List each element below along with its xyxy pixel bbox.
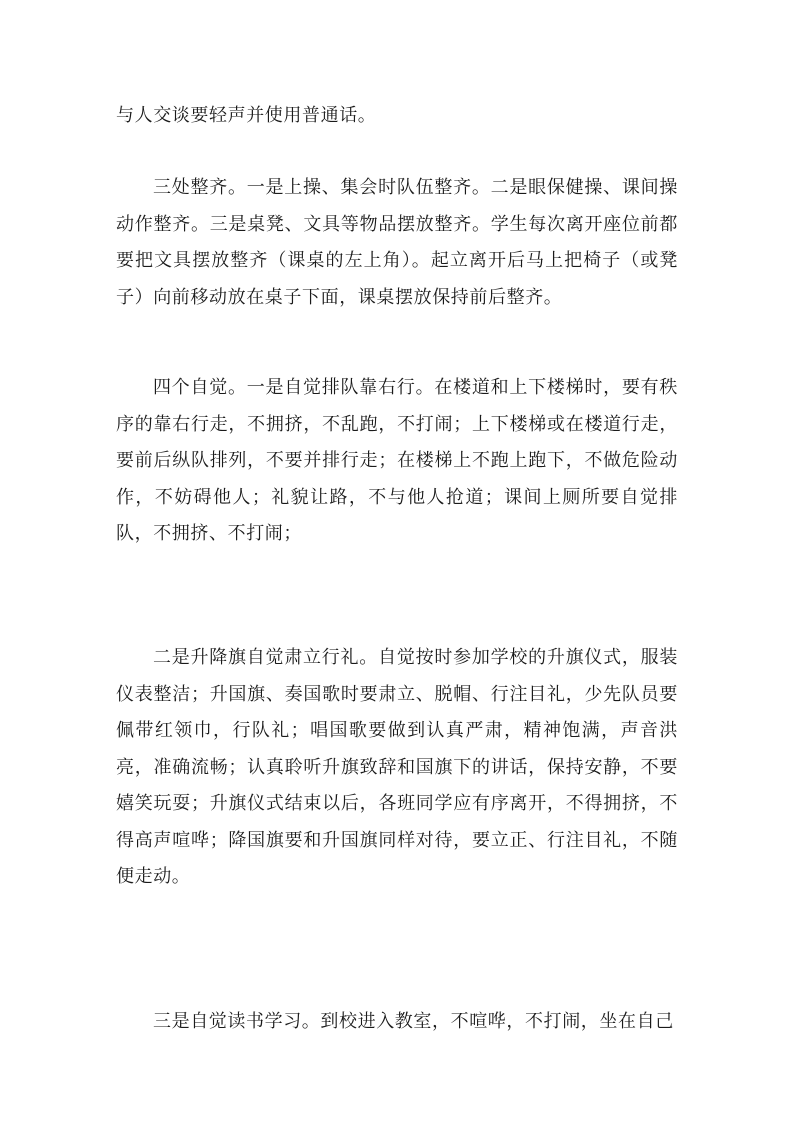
paragraph-self-study: 三是自觉读书学习。到校进入教室，不喧哗，不打闹，坐在自己 — [153, 1011, 674, 1032]
paragraph-continuation: 与人交谈要轻声并使用普通话。 — [116, 105, 377, 126]
paragraph-flag-ceremony: 二是升降旗自觉肃立行礼。自觉按时参加学校的升旗仪式，服装仪表整洁；升国旗、奏国歌时要肃立、脱帽、行注目礼，少先队员要佩带红领巾，行队礼；唱国歌要做到认真严肃，精神饱满，声音洪亮，准确流畅；认真聆听升旗致辞和国旗下的讲话，保持安静，不要嬉笑玩耍；升旗仪式结束以后，各班同学应有序离开，不得拥挤，不得高声喧哗；降国旗要和升国旗同样对待，要立正、行注目礼，不随便走动。 — [116, 647, 678, 887]
paragraph-four-self-discipline: 四个自觉。一是自觉排队靠右行。在楼道和上下楼梯时，要有秩序的靠右行走，不拥挤，不乱跑，不打闹；上下楼梯或在楼道行走，要前后纵队排列，不要并排行走；在楼梯上不跑上跑下，不做危险动作，不妨碍他人；礼貌让路，不与他人抢道；课间上厕所要自觉排队，不拥挤、不打闹； — [116, 377, 678, 544]
paragraph-three-tidy: 三处整齐。一是上操、集会时队伍整齐。二是眼保健操、课间操动作整齐。三是桌凳、文具等物品摆放整齐。学生每次离开座位前都要把文具摆放整齐（课桌的左上角）。起立离开后马上把椅子（或凳子）向前移动放在桌子下面，课桌摆放保持前后整齐。 — [116, 177, 678, 308]
